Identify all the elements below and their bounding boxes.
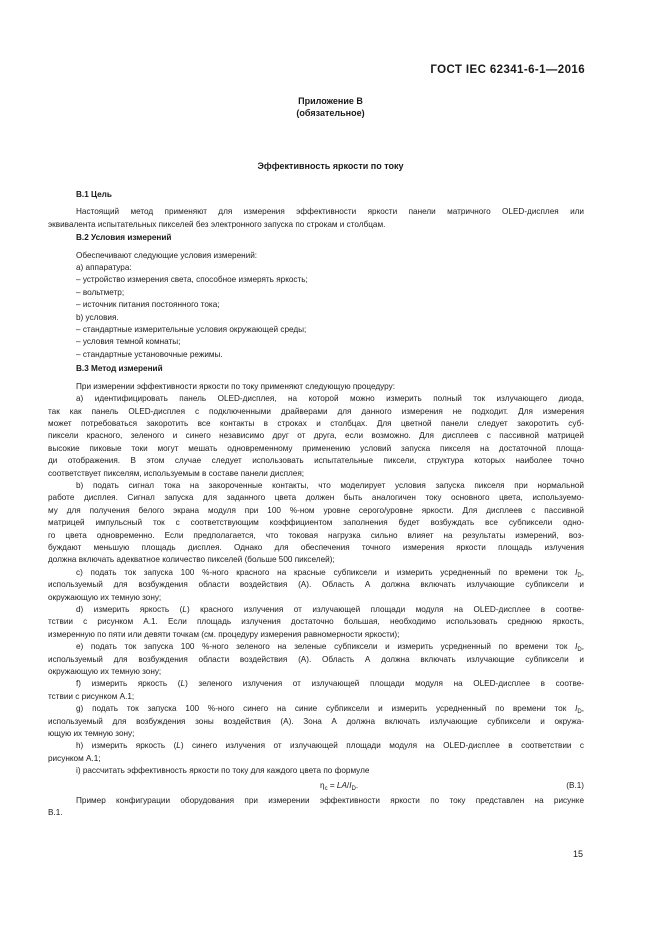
item-b-line: b) подать сигнал тока на закороченные контакты, что моделирует условия запуска пикселя при нормальной [76,480,584,490]
equation-number: (В.1) [566,780,584,790]
formula-row [48,780,584,795]
document-code: ГОСТ IEC 62341-6-1—2016 [430,64,585,76]
annex-subtitle: (обязательное) [296,108,365,118]
b2-line: – стандартные установочные режимы. [76,349,223,359]
b2-line: Обеспечивают следующие условия измерений: [76,250,258,260]
section-b2-title: В.2 Условия измерений [76,233,172,243]
b1-paragraph-line: Настоящий метод применяют для измерения эффективности яркости панели матричного OLED-дисплея или [76,207,584,217]
item-c-line: используемый для возбуждения области воздействия (А). Область А должна включать излучающие субпиксели и [48,580,584,590]
item-b-line: го цвета одновременно. Если предполагается, что токовая нагрузка сильно влияет на результаты измерений, воз- [48,530,584,540]
item-i-line: i) рассчитать эффективность яркости по току для каждого цвета по формуле [76,766,370,776]
item-e-line: используемый для возбуждения области воздействия (А). Область А должна включать излучающие субпиксели и [48,654,584,664]
b2-line: – вольтметр; [76,287,125,297]
b2-line: b) условия. [76,312,119,322]
item-e-line: е) подать ток запуска 100 %-ного зеленого на зеленые субпиксели и измерить усредненный по времени ток $I_D$, [76,642,584,654]
item-d-line: d) измерить яркость (L) красного излучения от излучающей площади модуля на OLED-дисплее в соотве- [76,605,584,614]
item-a-line: ди отображения. В этом случае следует использовать испытательные пиксели, структура которых наиболее точно [48,456,584,466]
b2-line: а) аппаратура: [76,263,132,273]
item-b-line: матрицей импульсный ток с соответствующим коэффициентом заполнения будет возбуждать все субпиксели одно- [48,518,584,528]
closing-line: Пример конфигурации оборудования при измерении эффективности яркости по току представлен на рисунке [76,795,584,805]
b2-line: – стандартные измерительные условия окружающей среды; [76,325,307,335]
closing-line: В.1. [48,808,63,818]
item-b-line: работе дисплея. Сигнал запуска для заданного цвета должен быть аналогичен току основного цвета, используемо- [48,493,584,503]
b2-line: – устройство измерения света, способное измерять яркость; [76,275,308,285]
item-b-line: должна включать адекватное количество пикселей (больше 500 пикселей); [48,555,335,565]
b1-paragraph-line: эквивалента испытательных пикселей без электронного запуска по строкам и столбцам. [48,219,386,229]
item-f-line: тствии с рисунком А.1; [48,691,135,701]
section-b3-title: В.3 Метод измерений [76,364,163,374]
page-number: 15 [572,849,583,859]
item-a-line: а) идентифицировать панель OLED-дисплея, на которой можно измерить полный ток излучающего диода, [76,394,584,404]
b2-line: – условия темной комнаты; [76,337,181,347]
item-h-line: рисунком А.1; [48,753,101,763]
document-body [48,189,584,820]
item-e-line: окружающую их темную зону; [48,667,162,677]
formula-b1: $\eta_c = LA/I_D$. [320,780,359,792]
item-g-line: используемый для возбуждения зоны воздействия (А). Зона А должна включать излучающие субпиксели и окружа- [48,716,584,726]
item-d-line: измеренную по пяти или девяти точкам (см. процедуру измерения равномерности яркости); [48,629,400,639]
item-f-line: f) измерить яркость (L) зеленого излучения от излучающей площади модуля на OLED-дисплее в соотве- [76,679,585,689]
item-a-line: высокие пиковые токи могут мешать одновременному применению условий запуска пикселя на достаточной площа- [48,443,584,453]
b3-intro: При измерении эффективности яркости по току применяют следующую процедуру: [76,381,395,391]
item-c-line: c) подать ток запуска 100 %-ного красного на красные субпиксели и измерить усредненный по времени ток $I_D$, [76,567,584,579]
item-g-line: g) подать ток запуска 100 %-ного синего на синие субпиксели и измерить усредненный по времени ток $I_D$, [76,704,584,716]
item-a-line: соответствует пикселям, используемым в составе панели дисплея; [48,468,305,478]
section-b1-title: В.1 Цель [76,190,112,199]
annex-title: Приложение В [298,96,363,106]
b2-line: – источник питания постоянного тока; [76,300,220,310]
item-b-line: му для получения белого экрана модуля при 100 %-ном уровне серого/уровне яркости. Для дисплеев с пассивной [48,505,584,515]
item-h-line: h) измерить яркость (L) синего излучения от излучающей площади модуля на OLED-дисплее в соответствии с [76,741,584,751]
item-a-line: может потребоваться закоротить все контакты в строках и столбцах. Для цветной панели следует закоротить суб- [48,418,584,428]
item-g-line: ющую их темную зону; [48,729,135,739]
item-b-line: буждают меньшую площадь дисплея. Однако для обеспечения точного измерения яркости площадь излучения [48,542,584,552]
annex-heading: Эффективность яркости по току [257,161,404,171]
item-c-line: окружающую их темную зону; [48,592,162,602]
item-a-line: так как панель OLED-дисплея с подключенными драйверами для данного измерения не подходит. Для измерения [48,406,584,416]
item-d-line: тствии с рисунком А.1. Если площадь излучения достаточно большая, необходимо использовать среднюю яркость, [48,617,584,627]
item-a-line: пиксели красного, зеленого и синего независимо друг от друга, если возможно. Для дисплеев с пассивной матрицей [48,431,584,441]
